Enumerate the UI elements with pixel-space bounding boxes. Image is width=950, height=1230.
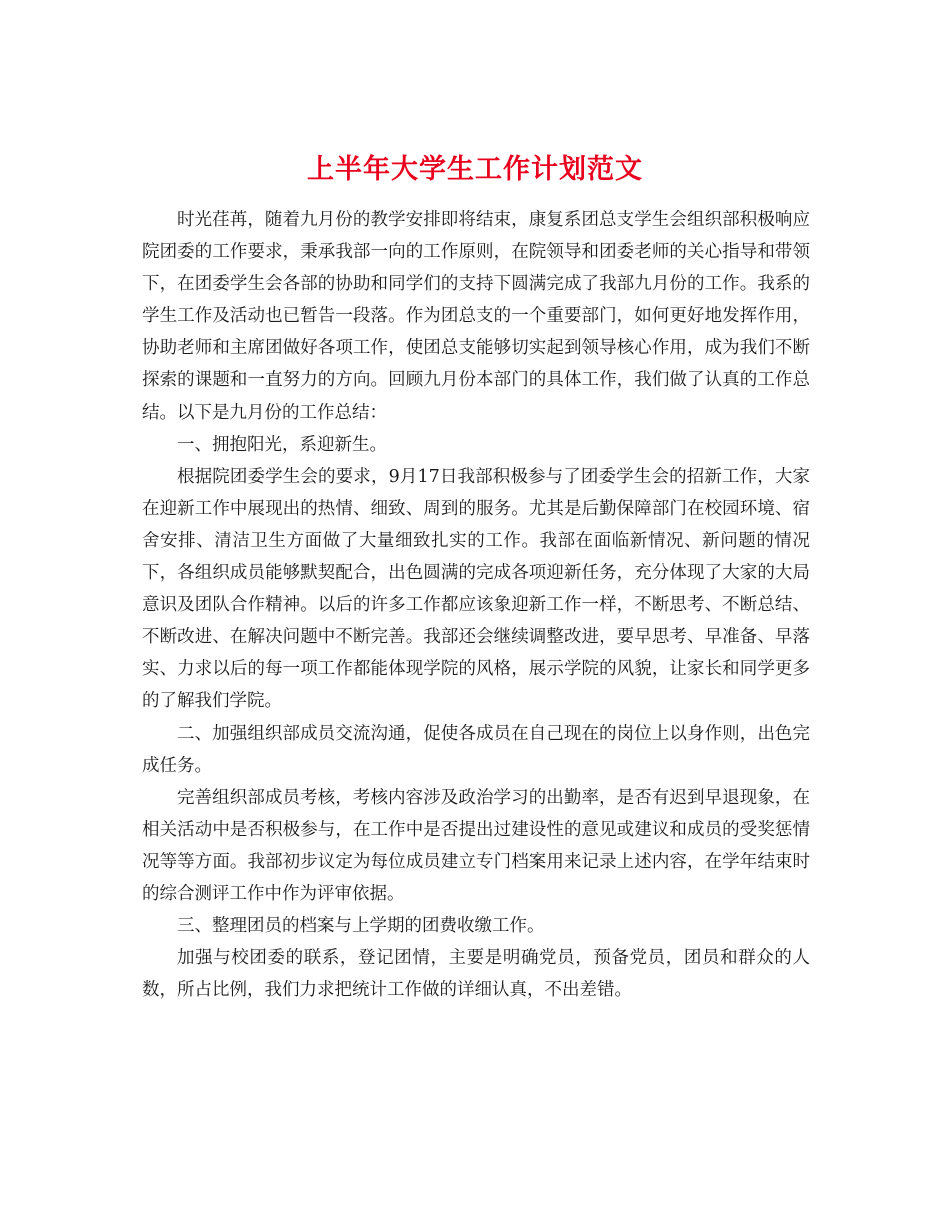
document-body (142, 204, 810, 1006)
section-heading-2: 二、加强组织部成员交流沟通，促使各成员在自己现在的岗位上以身作则，出色完成任务。 (142, 723, 810, 776)
document-title: 上半年大学生工作计划范文 (307, 154, 643, 186)
paragraph-section-2: 完善组织部成员考核，考核内容涉及政治学习的出勤率，是否有迟到早退现象，在相关活动中是否积极参与，在工作中是否提出过建设性的意见或建议和成员的受奖惩情况等等方面。我部初步议定为每位成员建立专门档案用来记录上述内容，在学年结束时的综合测评工作中作为评审依据。 (142, 787, 810, 904)
section-heading-3: 三、整理团员的档案与上学期的团费收缴工作。 (177, 916, 545, 937)
section-heading-1: 一、拥抱阳光，系迎新生。 (177, 434, 387, 455)
paragraph-section-1: 根据院团委学生会的要求，9月17日我部积极参与了团委学生会的招新工作，大家在迎新工作中展现出的热情、细致、周到的服务。尤其是后勤保障部门在校园环境、宿舍安排、清洁卫生方面做了大量细致扎实的工作。我部在面临新情况、新问题的情况下，各组织成员能够默契配合，出色圆满的完成各项迎新任务，充分体现了大家的大局意识及团队合作精神。以后的许多工作都应该象迎新工作一样，不断思考、不断总结、不断改进、在解决问题中不断完善。我部还会继续调整改进，要早思考、早准备、早落实、力求以后的每一项工作都能体现学院的风格，展示学院的风貌，让家长和同学更多的了解我们学院。 (142, 466, 810, 712)
paragraph-section-3: 加强与校团委的联系，登记团情，主要是明确党员，预备党员，团员和群众的人数，所占比例，我们力求把统计工作做的详细认真，不出差错。 (142, 948, 810, 1001)
paragraph-intro: 时光荏苒，随着九月份的教学安排即将结束，康复系团总支学生会组织部积极响应院团委的工作要求，秉承我部一向的工作原则，在院领导和团委老师的关心指导和带领下，在团委学生会各部的协助和同学们的支持下圆满完成了我部九月份的工作。我系的学生工作及活动也已暂告一段落。作为团总支的一个重要部门，如何更好地发挥作用，协助老师和主席团做好各项工作，使团总支能够切实起到领导核心作用，成为我们不断探索的课题和一直努力的方向。回顾九月份本部门的具体工作，我们做了认真的工作总结。以下是九月份的工作总结： (142, 210, 810, 423)
